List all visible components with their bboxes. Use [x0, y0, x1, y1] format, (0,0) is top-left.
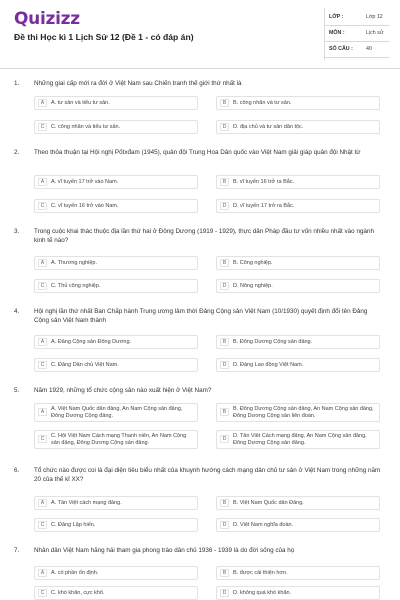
option-letter: B: [220, 569, 229, 577]
option-text: D. Đảng Lao động Việt Nam.: [233, 362, 304, 368]
quizizz-logo: Quizizz: [14, 9, 80, 29]
question-text: Trong cuộc khai thác thuộc địa lần thứ hai ở Đông Dương (1919 - 1929), thực dân Pháp đầu tư vốn nhiều nhất vào ngành kinh tế nào?: [34, 228, 374, 244]
meta-value: 40: [366, 46, 372, 52]
option-letter: D: [220, 589, 229, 597]
option-letter: A: [38, 499, 47, 507]
option-b[interactable]: [216, 256, 380, 270]
page-header: [0, 0, 400, 69]
question-text: Năm 1929, những tổ chức cộng sản nào xuất hiện ở Việt Nam?: [34, 387, 212, 394]
meta-table: [324, 12, 390, 60]
option-d[interactable]: [216, 518, 380, 532]
option-c[interactable]: [34, 518, 198, 532]
option-d[interactable]: [216, 586, 380, 600]
option-text: D. Nông nghiệp.: [233, 283, 273, 289]
option-letter: B: [220, 178, 229, 186]
option-d[interactable]: [216, 279, 380, 293]
option-text: C. khó khăn, cực khổ.: [51, 590, 105, 596]
option-letter: C: [38, 589, 47, 597]
option-letter: C: [38, 123, 47, 131]
option-a[interactable]: [34, 496, 198, 510]
option-a[interactable]: [34, 566, 198, 580]
option-letter: A: [38, 259, 47, 267]
meta-value: Lịch sử: [366, 30, 384, 36]
option-letter: C: [38, 361, 47, 369]
option-text: A. Tân Việt cách mạng đảng.: [51, 500, 122, 506]
option-d[interactable]: [216, 120, 380, 134]
option-a[interactable]: [34, 175, 198, 189]
option-letter: D: [220, 361, 229, 369]
option-d[interactable]: [216, 199, 380, 213]
question-number: 3.: [14, 228, 20, 235]
option-text: B. vĩ tuyến 16 trở ra Bắc.: [233, 179, 295, 185]
option-text: A. tư sản và tiểu tư sản.: [51, 100, 110, 106]
option-text: C. Đảng Lập hiến.: [51, 522, 96, 528]
option-letter: B: [220, 499, 229, 507]
question-number: 1.: [14, 80, 20, 87]
meta-row-class: [324, 12, 390, 26]
option-letter: A: [38, 569, 47, 577]
option-text: D. Việt Nam nghĩa đoàn.: [233, 522, 294, 528]
question-text: Theo thỏa thuận tại Hội nghị Pốtxđam (1945), quân đội Trung Hoa Dân quốc vào Việt Nam giải giáp quân đội Nhật từ: [34, 149, 361, 156]
option-text: B. Việt Nam Quốc dân Đảng.: [233, 500, 304, 506]
meta-row-subject: [324, 28, 390, 42]
option-letter: C: [38, 282, 47, 290]
option-a[interactable]: [34, 335, 198, 349]
meta-label: SỐ CÂU :: [329, 46, 353, 52]
question-text: Nhân dân Việt Nam hăng hái tham gia phong trào dân chủ 1936 - 1939 là do đời sống của họ: [34, 547, 295, 554]
question-text: Tổ chức nào được coi là đại diện tiêu biểu nhất của khuynh hướng cách mạng dân chủ tư sản ở Việt Nam trong những năm 20 của thế kỉ XX?: [34, 467, 381, 483]
option-b[interactable]: [216, 403, 380, 422]
option-letter: C: [38, 521, 47, 529]
meta-label: MÔN :: [329, 30, 345, 36]
option-text: C. vĩ tuyến 16 trở vào Nam.: [51, 203, 119, 209]
option-text: A. vĩ tuyến 17 trở vào Nam.: [51, 179, 119, 185]
option-text: C. công nhân và tiểu tư sản.: [51, 124, 121, 130]
option-letter: B: [220, 259, 229, 267]
option-text: B. Đông Dương Cộng sản đảng.: [233, 339, 313, 345]
option-d[interactable]: [216, 358, 380, 372]
option-b[interactable]: [216, 96, 380, 110]
option-a[interactable]: [34, 256, 198, 270]
option-b[interactable]: [216, 566, 380, 580]
option-b[interactable]: [216, 175, 380, 189]
option-c[interactable]: [34, 120, 198, 134]
option-letter: A: [38, 99, 47, 107]
option-letter: D: [220, 521, 229, 529]
option-letter: C: [38, 435, 47, 443]
page-title: Đề thi Học kì 1 Lịch Sử 12 (Đề 1 - có đáp án): [14, 32, 194, 42]
option-letter: D: [220, 282, 229, 290]
option-letter: D: [220, 202, 229, 210]
option-letter: D: [220, 435, 229, 443]
option-a[interactable]: [34, 96, 198, 110]
question-number: 6.: [14, 467, 20, 474]
option-text: B. Công nghiệp.: [233, 260, 273, 266]
option-letter: A: [38, 408, 47, 416]
question-number: 2.: [14, 149, 20, 156]
option-letter: C: [38, 202, 47, 210]
option-letter: B: [220, 338, 229, 346]
option-c[interactable]: [34, 358, 198, 372]
option-c[interactable]: [34, 430, 198, 449]
question-number: 7.: [14, 547, 20, 554]
question-text: Những giai cấp mới ra đời ở Việt Nam sau Chiến tranh thế giới thứ nhất là: [34, 80, 242, 87]
meta-label: LỚP :: [329, 14, 344, 20]
option-text: C. Hội Việt Nam Cách mạng Thanh niên, An Nam Cộng sản đảng, Đông Dương Cộng sản đảng.: [51, 433, 187, 446]
option-c[interactable]: [34, 199, 198, 213]
meta-row-count: [324, 44, 390, 58]
option-d[interactable]: [216, 430, 380, 449]
option-text: C. Đảng Dân chủ Việt Nam.: [51, 362, 119, 368]
option-b[interactable]: [216, 496, 380, 510]
option-text: D. vĩ tuyến 17 trở ra Bắc.: [233, 203, 295, 209]
option-letter: D: [220, 123, 229, 131]
option-text: B. Đông Dương Cộng sản đảng, An Nam Cộng sản đảng, Đông Dương Cộng sản liên đoàn.: [233, 406, 374, 419]
question-text: Hội nghị lần thứ nhất Ban Chấp hành Trung ương lâm thời Đảng Cộng sản Việt Nam (10/1930) quyết định đổi tên Đảng Cộng sản Việt Nam thành: [34, 308, 368, 324]
option-text: C. Thủ công nghiệp.: [51, 283, 101, 289]
option-b[interactable]: [216, 335, 380, 349]
option-c[interactable]: [34, 279, 198, 293]
option-text: A. Thương nghiệp.: [51, 260, 98, 266]
question-number: 4.: [14, 308, 20, 315]
option-c[interactable]: [34, 586, 198, 600]
option-text: A. có phần ổn định.: [51, 570, 99, 576]
option-letter: B: [220, 408, 229, 416]
option-text: A. Việt Nam Quốc dân đảng, An Nam Cộng sản đảng, Đông Dương Cộng đảng.: [51, 406, 183, 419]
option-text: D. địa chủ và tư sản dân tộc.: [233, 124, 304, 130]
option-text: D. không quá khó khăn.: [233, 590, 292, 596]
option-letter: A: [38, 338, 47, 346]
option-letter: A: [38, 178, 47, 186]
meta-value: Lớp 12: [366, 14, 383, 20]
question-number: 5.: [14, 387, 20, 394]
option-text: D. Tân Việt Cách mạng đảng, An Nam Cộng sản đảng, Đông Dương Cộng sản đảng.: [233, 433, 367, 446]
option-a[interactable]: [34, 403, 198, 422]
option-text: B. công nhân và tư sản.: [233, 100, 292, 106]
option-letter: B: [220, 99, 229, 107]
option-text: A. Đảng Cộng sản Đông Dương.: [51, 339, 132, 345]
option-text: B. được cải thiện hơn.: [233, 570, 288, 576]
